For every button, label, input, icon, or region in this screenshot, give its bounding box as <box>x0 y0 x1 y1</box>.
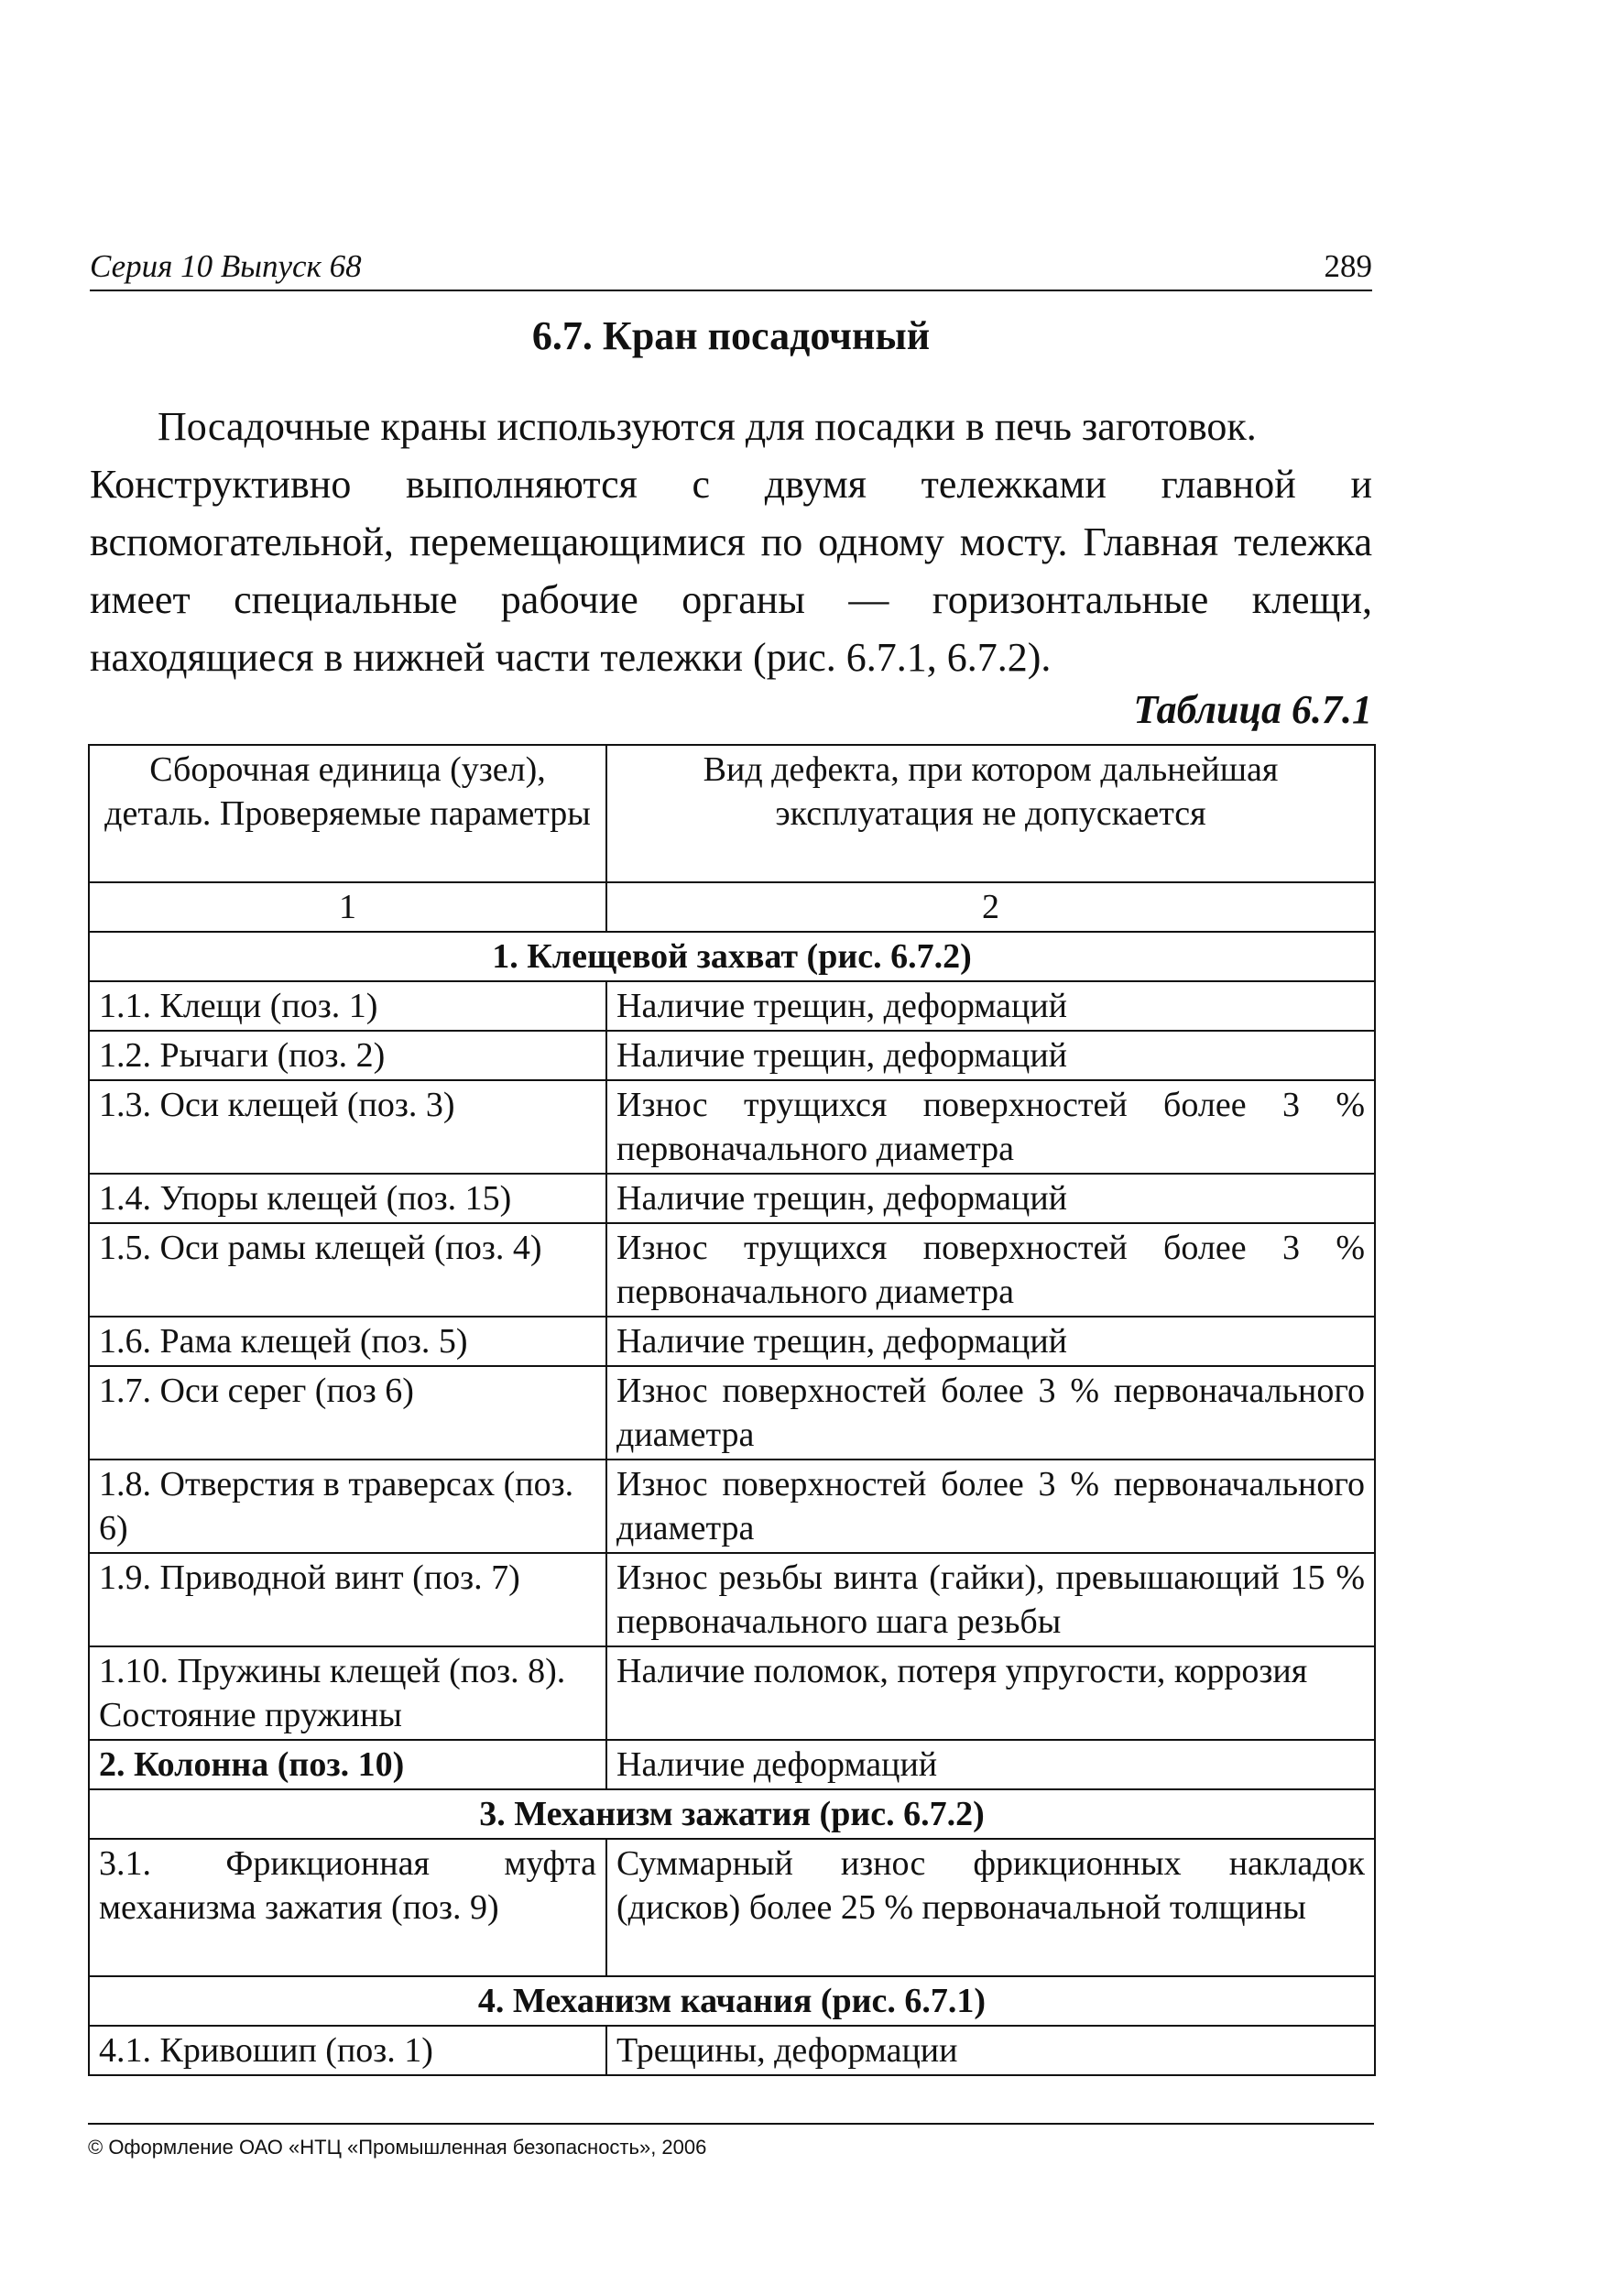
table-row <box>89 981 1375 1031</box>
column-number: 2 <box>606 882 1375 932</box>
intro-rest: Конструктивно выполняются с двумя тележками главной и вспомогательной, перемещающимися по одному мосту. Главная тележка имеет специальные рабочие органы — горизонтальные клещи, находящиеся в нижней части тележки (рис. 6.7.1, 6.7.2). <box>90 462 1372 680</box>
defect-cell: Наличие трещин, деформаций <box>606 1174 1375 1223</box>
copyright-footer: © Оформление ОАО «НТЦ «Промышленная безопасность», 2006 <box>88 2136 707 2159</box>
header-cell-part: Сборочная единица (узел), деталь. Проверяемые параметры <box>89 745 606 882</box>
defect-cell: Трещины, деформации <box>606 2026 1375 2075</box>
series-label: Серия 10 Выпуск 68 <box>90 248 362 284</box>
defect-cell: Износ трущихся поверхностей более 3 % первоначального диаметра <box>606 1223 1375 1317</box>
part-cell: 4.1. Кривошип (поз. 1) <box>89 2026 606 2075</box>
table-row <box>89 1740 1375 1789</box>
table-row <box>89 1080 1375 1174</box>
part-cell: 1.7. Оси серег (поз 6) <box>89 1366 606 1460</box>
table-row <box>89 1223 1375 1317</box>
table-row <box>89 1553 1375 1646</box>
defect-cell: Износ резьбы винта (гайки), превышающий 15 % первоначального шага резьбы <box>606 1553 1375 1646</box>
part-cell: 1.2. Рычаги (поз. 2) <box>89 1031 606 1080</box>
defect-cell: Наличие поломок, потеря упругости, коррозия <box>606 1646 1375 1740</box>
page-number: 289 <box>1324 248 1372 284</box>
intro-paragraph <box>90 398 1372 686</box>
part-cell: 1.3. Оси клещей (поз. 3) <box>89 1080 606 1174</box>
defect-cell: Наличие трещин, деформаций <box>606 1031 1375 1080</box>
defects-table <box>88 744 1376 2076</box>
part-cell: 1.5. Оси рамы клещей (поз. 4) <box>89 1223 606 1317</box>
section-row <box>89 932 1375 981</box>
section-title-cell: 4. Механизм качания (рис. 6.7.1) <box>89 1976 1375 2026</box>
header-cell-defect: Вид дефекта, при котором дальнейшая эксплуатация не допускается <box>606 745 1375 882</box>
running-header <box>90 244 1372 291</box>
section-row <box>89 1976 1375 2026</box>
table-row <box>89 1460 1375 1553</box>
part-cell: 3.1. Фрикционная муфта механизма зажатия (поз. 9) <box>89 1839 606 1976</box>
section-row <box>89 1789 1375 1839</box>
table-row <box>89 1366 1375 1460</box>
part-cell: 1.1. Клещи (поз. 1) <box>89 981 606 1031</box>
intro-first-line: Посадочные краны используются для посадки в печь заготовок. <box>158 404 1257 449</box>
footer-rule <box>88 2123 1374 2125</box>
table-row <box>89 1031 1375 1080</box>
defect-cell: Износ поверхностей более 3 % первоначального диаметра <box>606 1366 1375 1460</box>
part-cell: 1.9. Приводной винт (поз. 7) <box>89 1553 606 1646</box>
defect-cell: Наличие трещин, деформаций <box>606 1317 1375 1366</box>
section-title: 6.7. Кран посадочный <box>531 313 931 358</box>
table-row <box>89 1839 1375 1976</box>
part-cell: 1.10. Пружины клещей (поз. 8). Состояние пружины <box>89 1646 606 1740</box>
column-number: 1 <box>89 882 606 932</box>
table-row <box>89 1174 1375 1223</box>
defect-cell: Наличие трещин, деформаций <box>606 981 1375 1031</box>
table-row <box>89 1317 1375 1366</box>
defect-cell: Износ трущихся поверхностей более 3 % первоначального диаметра <box>606 1080 1375 1174</box>
defect-cell: Суммарный износ фрикционных накладок (дисков) более 25 % первоначальной толщины <box>606 1839 1375 1976</box>
defect-cell: Наличие деформаций <box>606 1740 1375 1789</box>
section-title-cell: 1. Клещевой захват (рис. 6.7.2) <box>89 932 1375 981</box>
table-caption: Таблица 6.7.1 <box>1133 687 1372 732</box>
table-row <box>89 2026 1375 2075</box>
defect-cell: Износ поверхностей более 3 % первоначального диаметра <box>606 1460 1375 1553</box>
table-row <box>89 1646 1375 1740</box>
column-number-row <box>89 882 1375 932</box>
part-cell: 2. Колонна (поз. 10) <box>89 1740 606 1789</box>
part-cell: 1.8. Отверстия в траверсах (поз. 6) <box>89 1460 606 1553</box>
part-cell: 1.6. Рама клещей (поз. 5) <box>89 1317 606 1366</box>
table-header-row <box>89 745 1375 882</box>
part-cell: 1.4. Упоры клещей (поз. 15) <box>89 1174 606 1223</box>
section-title-cell: 3. Механизм зажатия (рис. 6.7.2) <box>89 1789 1375 1839</box>
